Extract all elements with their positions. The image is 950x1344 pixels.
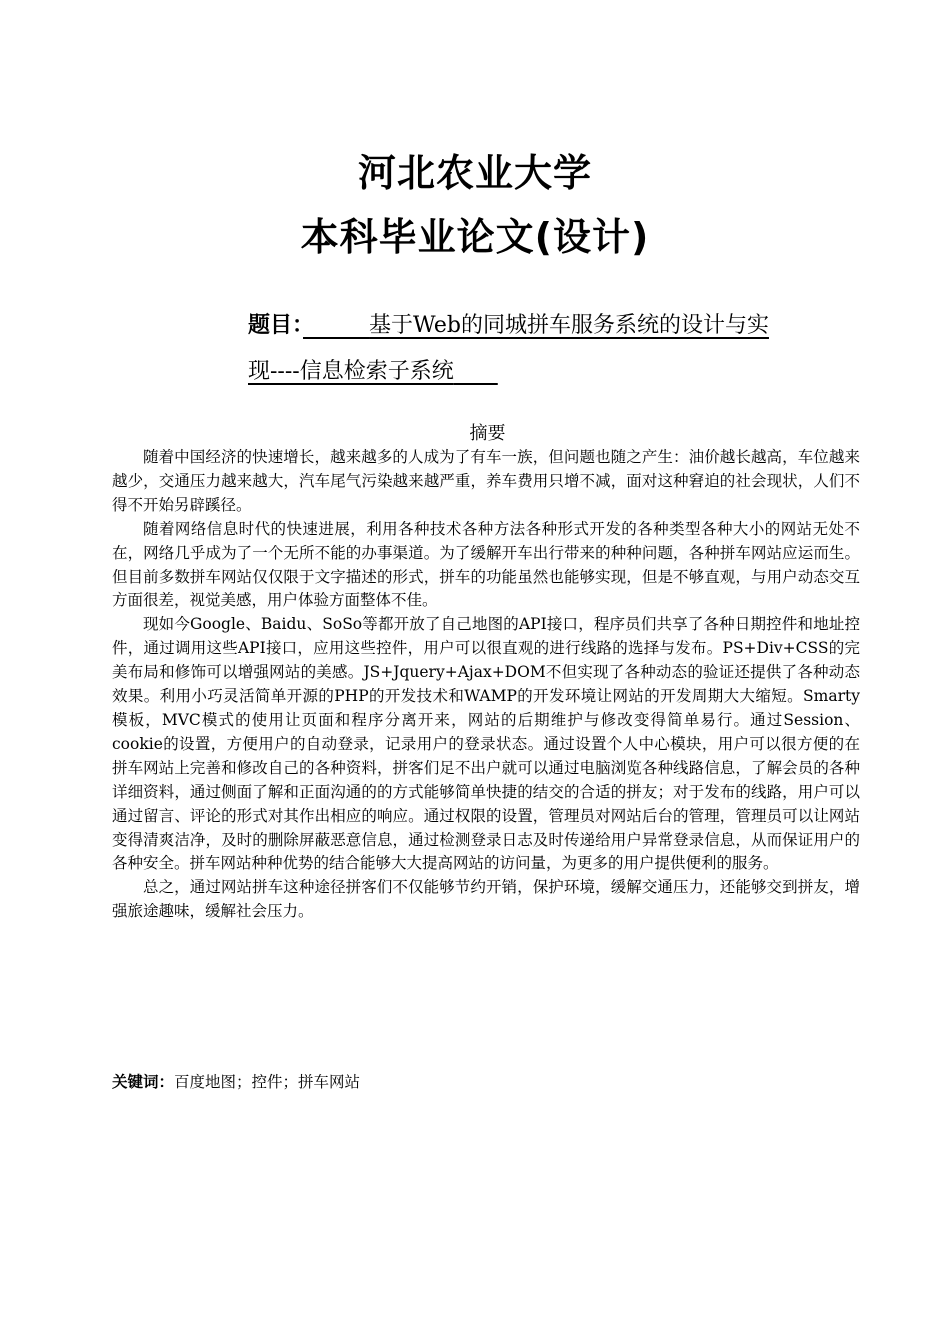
keywords-line (112, 1070, 860, 1094)
topic-line-1 (248, 311, 863, 341)
keywords-text: 百度地图；控件；拼车网站 (174, 1073, 361, 1091)
topic-line-2 (248, 357, 863, 387)
keywords-label: 关键词： (112, 1073, 175, 1091)
abstract-heading: 摘要 (469, 423, 506, 444)
topic-title-part-1: 基于Web的同城拼车服务系统的设计与实 (369, 313, 769, 338)
abstract-body (112, 446, 860, 924)
abstract-paragraph: 现如今Google、Baidu、SoSo等都开放了自己地图的API接口，程序员们共享了各种日期控件和地址控件，通过调用这些API接口，应用这些控件，用户可以很直观的进行线路的选择与发布。PS+Div+CSS的完美布局和修饰可以增强网站的美感。JS+Jquery+Ajax+DOM不但实现了各种动态的验证还提供了各种动态效果。利用小巧灵活简单开源的PHP的开发技术和WAMP的开发环境让网站的开发周期大大缩短。Smarty模板，MVC模式的使用让页面和程序分离开来，网站的后期维护与修改变得简单易行。通过Session、cookie的设置，方便用户的自动登录，记录用户的登录状态。通过设置个人中心模块，用户可以很方便的在拼车网站上完善和修改自己的各种资料，拼客们足不出户就可以通过电脑浏览各种线路信息，了解会员的各种详细资料，通过侧面了解和正面沟通的的方式能够简单快捷的结交的合适的拼友；对于发布的线路，用户可以通过留言、评论的形式对其作出相应的响应。通过权限的设置，管理员对网站后台的管理，管理员可以让网站变得清爽洁净，及时的删除屏蔽恶意信息，通过检测登录日志及时传递给用户异常登录信息，从而保证用户的各种安全。拼车网站种种优势的结合能够大大提高网站的访问量，为更多的用户提供便利的服务。 (112, 615, 860, 873)
thesis-type-title: 本科毕业论文(设计) (300, 215, 650, 259)
abstract-paragraph: 随着中国经济的快速增长，越来越多的人成为了有车一族，但问题也随之产生：油价越长越高，车位越来越少，交通压力越来越大，汽车尾气污染越来越严重，养车费用只增不减，面对这种窘迫的社会现状，人们不得不开始另辟蹊径。 (112, 448, 860, 514)
topic-title-part-2: 现----信息检索子系统 (248, 359, 454, 384)
topic-label: 题目： (248, 313, 304, 338)
university-name: 河北农业大学 (357, 151, 592, 195)
abstract-paragraph: 随着网络信息时代的快速进展，利用各种技术各种方法各种形式开发的各种类型各种大小的网站无处不在，网络几乎成为了一个无所不能的办事渠道。为了缓解开车出行带来的种种问题，各种拼车网站应运而生。但目前多数拼车网站仅仅限于文字描述的形式，拼车的功能虽然也能够实现，但是不够直观，与用户动态交互方面很差，视觉美感，用户体验方面整体不佳。 (112, 519, 860, 610)
abstract-paragraph: 总之，通过网站拼车这种途径拼客们不仅能够节约开销，保护环境，缓解交通压力，还能够交到拼友，增强旅途趣味，缓解社会压力。 (112, 878, 860, 921)
